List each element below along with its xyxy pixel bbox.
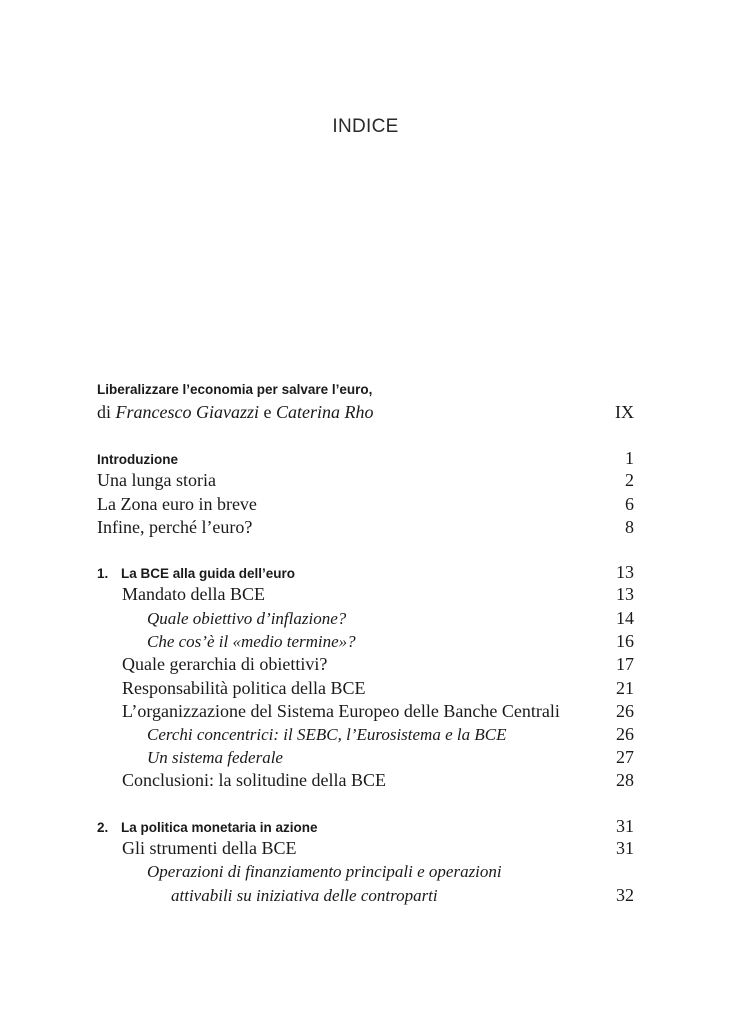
toc-page-number: 28 (616, 770, 634, 790)
toc-chapter-2[interactable] (97, 816, 634, 837)
toc-chapter-title (97, 566, 295, 581)
chapter-title: La politica monetaria in azione (121, 820, 318, 835)
toc-subentry-label: Cerchi concentrici: il SEBC, l’Eurosistema e la BCE (147, 725, 507, 744)
toc-entry-label: Mandato della BCE (122, 584, 265, 604)
toc-entry[interactable] (97, 517, 634, 538)
toc-entry[interactable] (97, 470, 634, 491)
toc-subentry-label: Un sistema federale (147, 748, 283, 767)
chapter-number: 2. (97, 820, 109, 835)
toc-page-number: 31 (616, 816, 634, 836)
toc-subentry[interactable] (147, 747, 634, 768)
toc-entry[interactable] (97, 494, 634, 515)
toc-page-number: 31 (616, 838, 634, 858)
chapter-number: 1. (97, 566, 109, 581)
conjunction-e: e (259, 402, 276, 422)
toc-entry-preface-title[interactable] (97, 382, 634, 397)
toc-entry[interactable] (122, 770, 634, 791)
toc-page-number: 17 (616, 654, 634, 674)
toc-entry[interactable] (122, 654, 634, 675)
toc-page-number: 21 (616, 678, 634, 698)
toc-page-number: 16 (616, 631, 634, 651)
toc-entry-introduzione[interactable] (97, 448, 634, 469)
toc-subentry-label: Quale obiettivo d’inflazione? (147, 609, 347, 628)
toc-entry-label: Responsabilità politica della BCE (122, 678, 366, 698)
author-name: Caterina Rho (276, 402, 374, 422)
toc-chapter-1[interactable] (97, 562, 634, 583)
toc-page-number: 27 (616, 747, 634, 767)
toc-entry-label: L’organizzazione del Sistema Europeo delle Banche Centrali (122, 701, 560, 721)
toc-entry-label: Infine, perché l’euro? (97, 517, 253, 537)
toc-entry-label: Introduzione (97, 452, 178, 467)
toc-subentry[interactable] (147, 631, 634, 652)
toc-page-number: 26 (616, 701, 634, 721)
toc-entry-authors (97, 402, 374, 423)
toc-entry-label: Liberalizzare l’economia per salvare l’euro, (97, 382, 373, 397)
toc-page-number: 14 (616, 608, 634, 628)
toc-subentry-label: Che cos’è il «medio termine»? (147, 632, 356, 651)
toc-subentry-label: Operazioni di finanziamento principali e operazioni (147, 862, 502, 881)
toc-subentry[interactable] (147, 724, 634, 745)
toc-page-number: 13 (616, 562, 634, 582)
chapter-title: La BCE alla guida dell’euro (121, 566, 296, 581)
author-name: Francesco Giavazzi (115, 402, 259, 422)
toc-page-number: 2 (625, 470, 634, 490)
toc-entry-label: Gli strumenti della BCE (122, 838, 297, 858)
toc-chapter-title (97, 820, 318, 835)
toc-entry-label: Conclusioni: la solitudine della BCE (122, 770, 386, 790)
toc-entry[interactable] (122, 701, 634, 722)
preposition-di: di (97, 402, 116, 422)
toc-entry-label: Una lunga storia (97, 470, 216, 490)
toc-entry[interactable] (122, 838, 634, 859)
toc-page-number: 1 (625, 448, 634, 468)
toc-entry[interactable] (122, 678, 634, 699)
toc-subentry-continuation[interactable] (171, 885, 634, 906)
toc-subentry[interactable] (147, 608, 634, 629)
toc-entry-label: Quale gerarchia di obiettivi? (122, 654, 328, 674)
toc-page-number: 6 (625, 494, 634, 514)
toc-page-number: 26 (616, 724, 634, 744)
toc-page-number: 13 (616, 584, 634, 604)
toc-entry-preface-authors[interactable] (97, 402, 634, 423)
toc-page-number: IX (615, 402, 634, 422)
toc-entry[interactable] (122, 584, 634, 605)
page-title: INDICE (332, 116, 399, 137)
toc-page-number: 32 (616, 885, 634, 905)
toc-entry-label: La Zona euro in breve (97, 494, 257, 514)
toc-subentry-label: attivabili su iniziativa delle controparti (171, 886, 438, 905)
toc-subentry[interactable] (147, 862, 634, 882)
toc-page-number: 8 (625, 517, 634, 537)
